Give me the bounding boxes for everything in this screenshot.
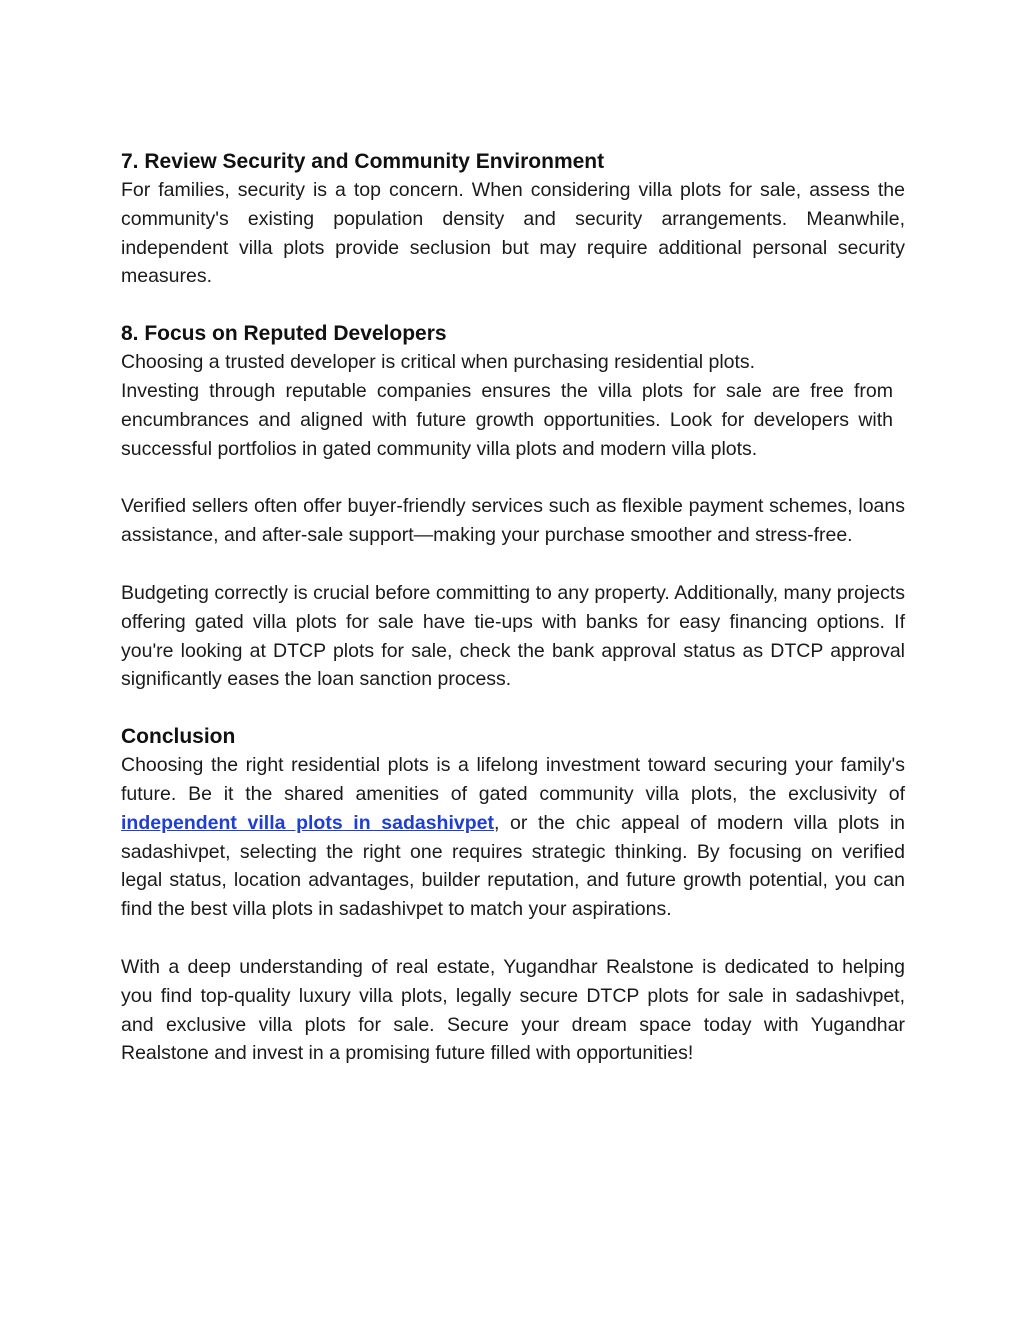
spacer [121,463,905,492]
conclusion-text-after-link: , or the chic appeal of modern villa plots in sadashivpet, selecting the right one requires strategic thinking. By focusing on verified legal status, location advantages, builder reputation, and future growth potential, you can find the best villa plots in sadashivpet to match your aspirations. [121,811,905,921]
section-body-security: For families, security is a top concern. When considering villa plots for sale, assess the community's existing population density and security arrangements. Meanwhile, independent villa plots provide seclusion but may require additional personal security measures. [121,179,905,288]
budgeting-paragraph: Budgeting correctly is crucial before committing to any property. Additionally, many projects offering gated villa plots for sale have tie-ups with banks for easy financing options. If you're looking at DTCP plots for sale, check the bank approval status as DTCP approval significantly eases the loan sanction process. [121,581,905,691]
spacer [121,924,905,953]
verified-sellers-paragraph: Verified sellers often offer buyer-friendly services such as flexible payment schemes, loans assistance, and after-sale support—making your purchase smoother and stress-free. [121,495,905,547]
closing-paragraph: With a deep understanding of real estate, Yugandhar Realstone is dedicated to helping you find top-quality luxury villa plots, legally secure DTCP plots for sale in sadashivpet, and exclusive villa plots for sale. Secure your dream space today with Yugandhar Realstone and invest in a promising future filled with opportunities! [121,955,905,1065]
document-page [121,148,905,1068]
spacer [121,291,905,320]
spacer [121,550,905,579]
section-heading-conclusion: Conclusion [121,725,236,749]
spacer [121,694,905,723]
independent-villa-plots-link[interactable]: independent villa plots in sadashivpet [121,811,494,834]
section-heading-security: 7. Review Security and Community Environment [121,150,605,173]
section-heading-developers: 8. Focus on Reputed Developers [121,322,447,346]
section-security [121,148,905,291]
conclusion-body [121,751,905,924]
section-developers [121,320,905,694]
developers-body: Investing through reputable companies ensures the villa plots for sale are free from encumbrances and aligned with future growth opportunities. Look for developers with successful portfolios in gated community villa plots and modern villa plots. [121,379,893,460]
conclusion-text-before-link: Choosing the right residential plots is a lifelong investment toward securing your family's future. Be it the shared amenities of gated community villa plots, the exclusivity of [121,754,905,805]
section-conclusion [121,723,905,1068]
developers-intro: Choosing a trusted developer is critical when purchasing residential plots. [121,351,756,374]
